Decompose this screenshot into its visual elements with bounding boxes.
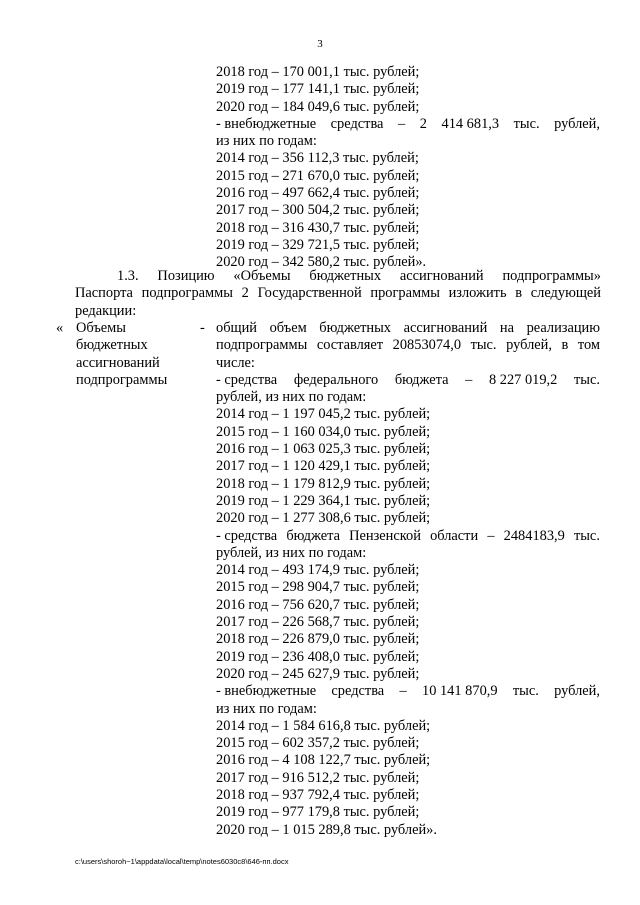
year-line: 2015 год – 602 357,2 тыс. рублей; [216,735,420,752]
top-offbudget-line: - внебюджетные средства – 2 414 681,3 тыс. рублей, [216,115,600,132]
word: рублей, [506,337,552,354]
word: средства [331,683,385,700]
year-line: 2017 год – 1 120 429,1 тыс. рублей; [216,458,431,475]
word: Государственной [257,285,362,302]
word: - средства [216,527,278,544]
federal-years [216,406,600,527]
year-line: 2014 год – 493 174,9 тыс. рублей; [216,562,420,579]
word: 10 141 870,9 [422,683,498,700]
year-line: 2015 год – 1 160 034,0 тыс. рублей; [216,423,431,440]
year-line: 2020 год – 184 049,6 тыс. рублей; [216,98,420,115]
year-line: 2020 год – 342 580,2 тыс. рублей». [216,254,427,271]
word: – [399,683,407,700]
word: подпрограммы» [502,268,601,284]
word: 8 227 019,2 [488,371,558,388]
footer-file-path: c:\users\shoroh~1\appdata\local\temp\notes6030c8\646-пп.docx [75,857,289,866]
year-line: 2019 год – 977 179,8 тыс. рублей; [216,804,420,821]
word: тыс. [574,371,600,388]
year-line: 2016 год – 756 620,7 тыс. рублей; [216,596,420,613]
section-1-3-paragraph [75,268,601,320]
word: рублей, [554,683,600,700]
word: «Объемы [233,268,291,284]
page-number: 3 [317,38,323,50]
word: на [499,320,515,336]
opening-quote: « [56,320,64,336]
total-line-2 [216,337,600,354]
offbudget-line-1 [216,683,600,700]
word: составляет [316,337,384,354]
word: бюджета [286,527,340,544]
offbudget-line-2: из них по годам: [216,700,317,717]
word: области [430,527,479,544]
word: 2 [241,285,249,302]
year-line: 2014 год – 356 112,3 тыс. рублей; [216,150,419,167]
label-dash: - [200,320,205,336]
year-line: 2017 год – 300 504,2 тыс. рублей; [216,202,420,219]
word: объем [269,320,307,336]
word: общий [216,320,258,336]
word: в [515,285,523,302]
word: тыс. [512,683,539,700]
year-line: 2019 год – 177 141,1 тыс. рублей; [216,81,420,98]
year-line: 2017 год – 916 512,2 тыс. рублей; [216,769,420,786]
word: - внебюджетные [216,683,317,700]
word: тыс. [470,337,497,354]
word: реализацию [526,320,600,336]
word: программы [370,285,440,302]
year-line: 2018 год – 937 792,4 тыс. рублей; [216,787,420,804]
word: следующей [530,285,601,302]
label-line: ассигнований [76,354,160,371]
federal-line-2: рублей, из них по годам: [216,389,367,406]
word: федерального [293,371,379,388]
label-line: подпрограммы [76,371,168,388]
regional-years [216,562,600,683]
top-years-intro: из них по годам: [216,133,317,150]
year-line: 2020 год – 245 627,9 тыс. рублей; [216,665,420,682]
word: ассигнований [403,320,488,336]
total-line-3: числе: [216,354,255,371]
label-line: Объемы [76,320,126,336]
section-line-2 [75,285,601,302]
year-line: 2019 год – 329 721,5 тыс. рублей; [216,236,420,253]
word: 20853074,0 [392,337,462,354]
federal-line-1 [216,372,600,389]
word: том [577,337,600,354]
word: ассигнований [399,268,484,284]
year-line: 2018 год – 170 001,1 тыс. рублей; [216,64,420,80]
year-line: 2016 год – 1 063 025,3 тыс. рублей; [216,441,431,458]
budget-details [216,320,600,839]
label-line: бюджетных [76,337,148,354]
year-line: 2015 год – 271 670,0 тыс. рублей; [216,167,420,184]
word: подпрограммы [141,285,233,302]
section-line-3: редакции: [75,302,137,319]
word: – [465,371,473,388]
offbudget-years [216,718,600,839]
word: бюджета [394,371,449,388]
word: – [487,527,495,544]
top-continuation-block [216,64,600,272]
word: бюджетных [319,320,391,336]
word: изложить [448,285,507,302]
word: 1.3. [117,268,139,284]
word: бюджетных [309,268,382,284]
word: Позицию [157,268,215,284]
section-line-1 [75,268,601,285]
year-line: 2014 год – 1 584 616,8 тыс. рублей; [216,717,431,734]
total-line-1 [216,320,600,337]
year-line: 2015 год – 298 904,7 тыс. рублей; [216,579,420,596]
year-line: 2014 год – 1 197 045,2 тыс. рублей; [216,406,431,423]
year-line: 2016 год – 497 662,4 тыс. рублей; [216,185,420,202]
year-line: 2018 год – 316 430,7 тыс. рублей; [216,219,420,236]
word: - средства [216,371,278,388]
year-line: 2020 год – 1 277 308,6 тыс. рублей; [216,510,431,527]
year-line: 2016 год – 4 108 122,7 тыс. рублей; [216,752,431,769]
year-line: 2019 год – 1 229 364,1 тыс. рублей; [216,492,431,509]
left-label [76,320,167,389]
word: 2484183,9 [503,527,565,544]
word: подпрограммы [216,337,308,354]
regional-line-2: рублей, из них по годам: [216,544,367,561]
year-line: 2019 год – 236 408,0 тыс. рублей; [216,648,420,665]
year-line: 2020 год – 1 015 289,8 тыс. рублей». [216,821,437,838]
year-line: 2017 год – 226 568,7 тыс. рублей; [216,614,420,631]
word: Паспорта [75,285,133,302]
word: тыс. [573,527,600,544]
word: Пензенской [349,527,421,544]
year-line: 2018 год – 226 879,0 тыс. рублей; [216,631,420,648]
year-line: 2018 год – 1 179 812,9 тыс. рублей; [216,475,431,492]
regional-line-1 [216,528,600,545]
word: в [561,337,569,354]
